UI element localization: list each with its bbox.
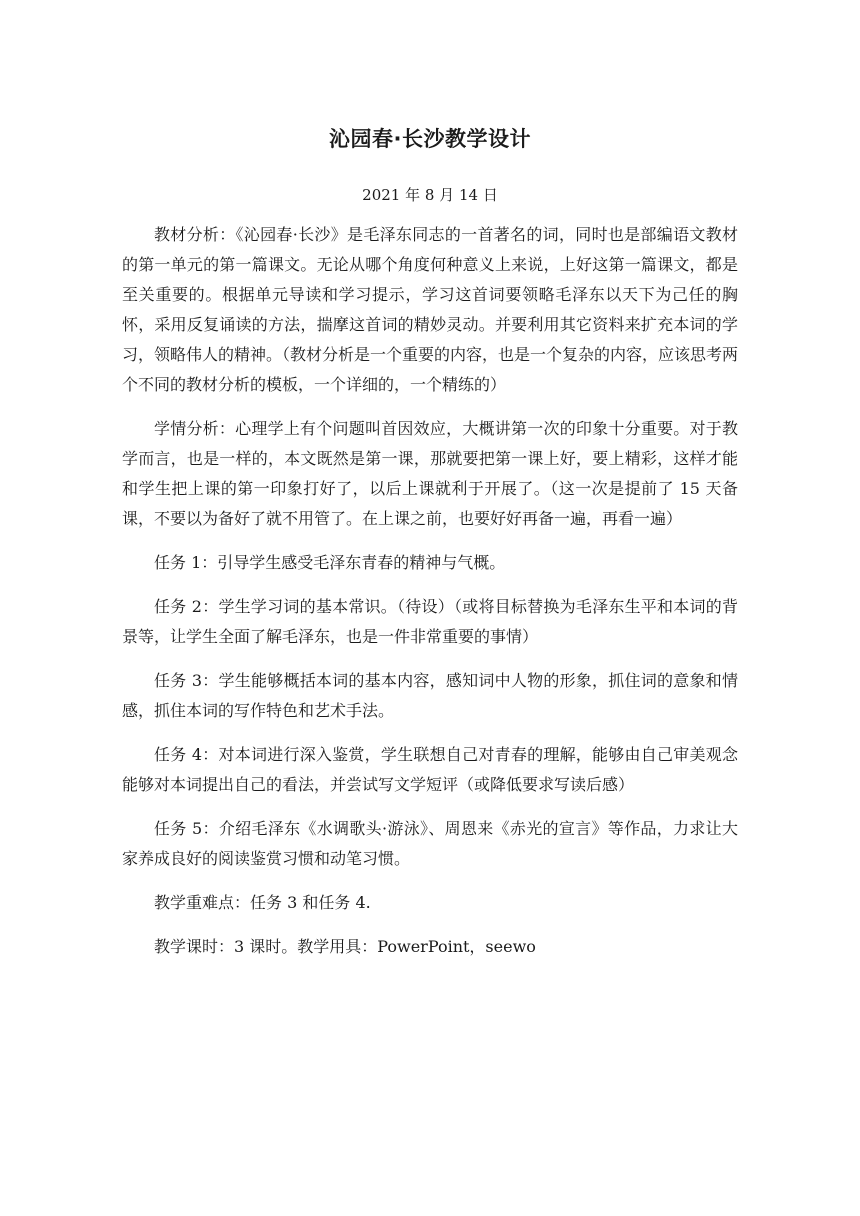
paragraph-task-5: 任务 5：介绍毛泽东《水调歌头·游泳》、周恩来《赤光的宣言》等作品，力求让大家养成良好的阅读鉴赏习惯和动笔习惯。 <box>122 819 738 868</box>
document-title: 沁园春·长沙教学设计 <box>329 127 531 151</box>
paragraph-task-4: 任务 4：对本词进行深入鉴赏，学生联想自己对青春的理解，能够由自己审美观念能够对本词提出自己的看法，并尝试写文学短评（或降低要求写读后感） <box>122 745 738 794</box>
paragraph-task-3: 任务 3：学生能够概括本词的基本内容，感知词中人物的形象，抓住词的意象和情感，抓住本词的写作特色和艺术手法。 <box>122 671 738 720</box>
paragraph-task-2: 任务 2：学生学习词的基本常识。（待设）（或将目标替换为毛泽东生平和本词的背景等，让学生全面了解毛泽东，也是一件非常重要的事情） <box>122 597 738 646</box>
paragraph-textbook-analysis: 教材分析：《沁园春·长沙》是毛泽东同志的一首著名的词，同时也是部编语文教材的第一单元的第一篇课文。无论从哪个角度何种意义上来说，上好这第一篇课文，都是至关重要的。根据单元导读和学习提示，学习这首词要领略毛泽东以天下为己任的胸怀，采用反复诵读的方法，揣摩这首词的精妙灵动。并要利用其它资料来扩充本词的学习，领略伟人的精神。（教材分析是一个重要的内容，也是一个复杂的内容，应该思考两个不同的教材分析的模板，一个详细的，一个精练的） <box>122 225 739 394</box>
document-body <box>122 220 738 976</box>
paragraph-task-1: 任务 1：引导学生感受毛泽东青春的精神与气概。 <box>154 553 506 572</box>
paragraph-key-difficulties: 教学重难点：任务 3 和任务 4. <box>154 893 371 912</box>
paragraph-class-hours: 教学课时：3 课时。教学用具：PowerPoint，seewo <box>154 937 536 956</box>
paragraph-student-analysis: 学情分析：心理学上有个问题叫首因效应，大概讲第一次的印象十分重要。对于教学而言，也是一样的，本文既然是第一课，那就要把第一课上好，要上精彩，这样才能和学生把上课的第一印象打好了，以后上课就利于开展了。（这一次是提前了 15 天备课，不要以为备好了就不用管了。在上课之前，也要好好再备一遍，再看一遍） <box>122 419 738 528</box>
document-date: 2021 年 8 月 14 日 <box>362 186 498 204</box>
